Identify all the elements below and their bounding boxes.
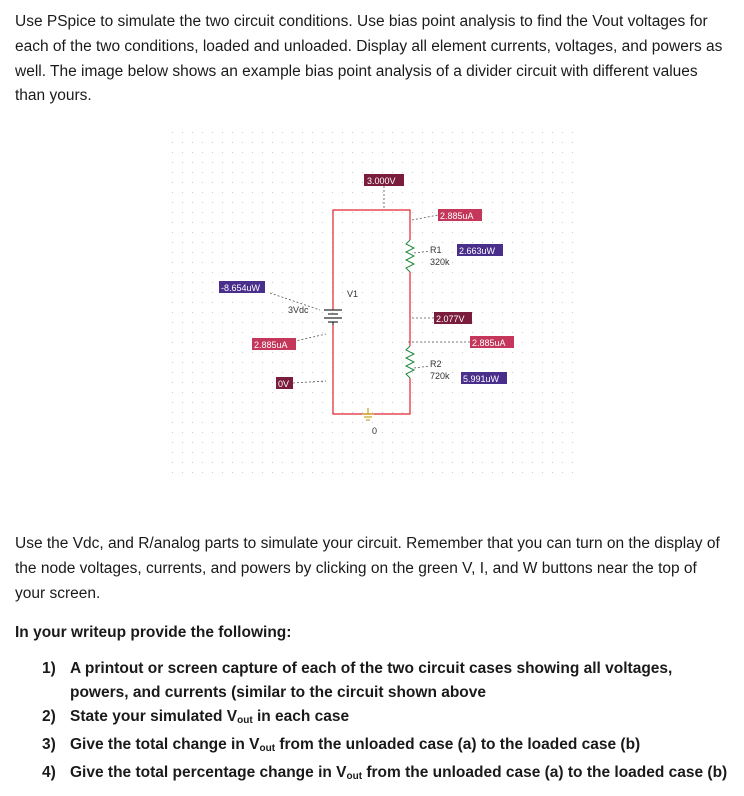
requirements-list [15, 657, 730, 789]
svg-text:3.000V: 3.000V [367, 176, 396, 186]
requirement-text: Give the total change in V [70, 736, 260, 753]
r1-current-tag [438, 209, 482, 221]
requirement-item [15, 733, 730, 761]
requirement-number: 3) [42, 736, 56, 753]
r1-power-tag [457, 244, 503, 256]
svg-text:-8.654uW: -8.654uW [221, 283, 261, 293]
r1-name-label: R1 [430, 245, 442, 255]
r2-name-label: R2 [430, 359, 442, 369]
requirement-number: 4) [42, 764, 56, 781]
requirement-text-end: from the unloaded case (a) to the loaded case (b) [362, 764, 728, 781]
intro-paragraph: Use PSpice to simulate the two circuit conditions. Use bias point analysis to find the Vout voltages for each of the two conditions, loaded and unloaded. Display all element currents, voltages, and powers as well. The image below shows an example bias point analysis of a divider circuit with different values than yours. [15, 13, 723, 105]
svg-text:2.885uA: 2.885uA [254, 340, 288, 350]
r2-current-tag [470, 336, 514, 348]
svg-text:0V: 0V [278, 379, 290, 389]
source-name-label: V1 [347, 289, 359, 299]
vout-subscript: out [346, 771, 363, 782]
ground-label: 0 [372, 426, 378, 436]
writeup-heading: In your writeup provide the following: [15, 624, 292, 641]
svg-text:5.991uW: 5.991uW [463, 374, 500, 384]
instructions-paragraph: Use the Vdc, and R/analog parts to simulate your circuit. Remember that you can turn on the display of the node voltages, currents, and powers by clicking on the green V, I, and W buttons near the top of your screen. [15, 535, 720, 602]
svg-text:2.077V: 2.077V [436, 314, 465, 324]
source-value-label: 3Vdc [288, 305, 309, 315]
vout-subscript: out [237, 715, 253, 726]
bottom-node-voltage-tag [276, 377, 293, 389]
svg-text:2.663uW: 2.663uW [459, 246, 496, 256]
requirement-text: A printout or screen capture of each of the two circuit cases showing all voltages, powers, and currents (similar to the circuit shown above [70, 660, 673, 701]
r2-power-tag [461, 372, 507, 384]
vout-subscript: out [259, 743, 276, 754]
requirement-text-end: in each case [252, 708, 350, 725]
requirement-item [15, 657, 730, 705]
requirement-text: State your simulated V [70, 708, 238, 725]
requirement-item [15, 761, 730, 789]
source-power-tag [219, 281, 265, 293]
requirement-number: 1) [42, 660, 56, 677]
requirement-text-end: from the unloaded case (a) to the loaded case (b) [275, 736, 641, 753]
requirement-item [15, 705, 730, 733]
svg-text:2.885uA: 2.885uA [472, 338, 506, 348]
requirement-text: Give the total percentage change in V [70, 764, 347, 781]
bias-point-schematic [168, 128, 576, 478]
mid-node-voltage-tag [434, 312, 472, 324]
r2-value-label: 720k [430, 371, 450, 381]
svg-text:2.885uA: 2.885uA [440, 211, 474, 221]
top-node-voltage-tag [364, 174, 404, 186]
requirement-number: 2) [42, 708, 56, 725]
source-current-tag [252, 338, 296, 350]
r1-value-label: 320k [430, 257, 450, 267]
